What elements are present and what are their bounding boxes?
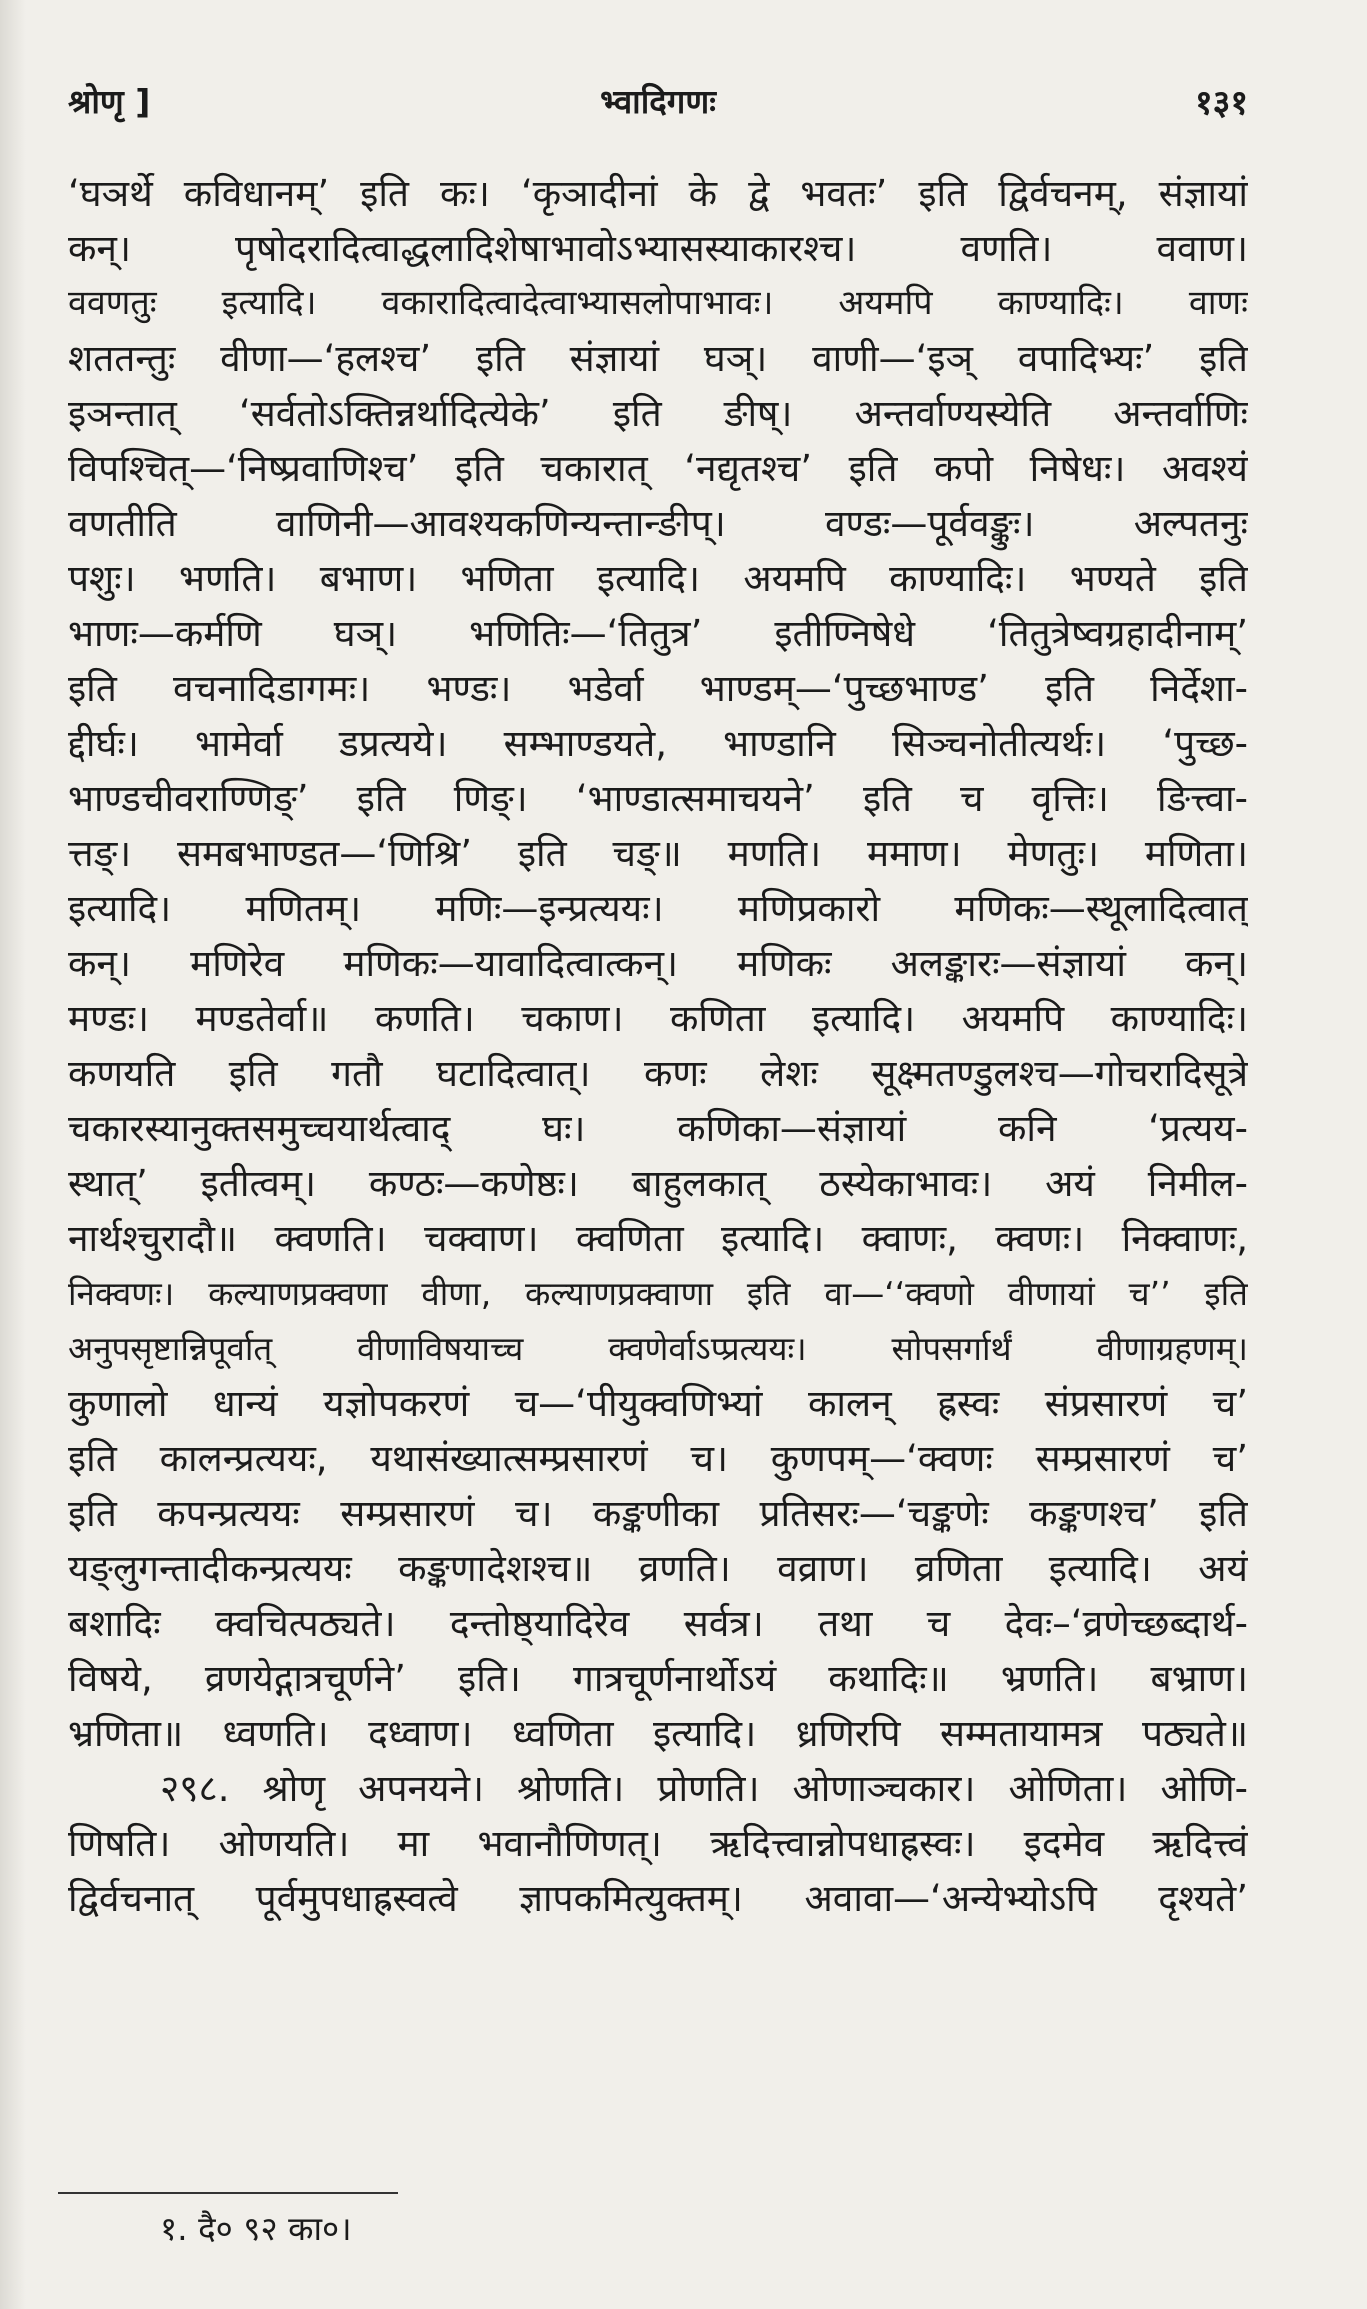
text-line: कणयति इति गतौ घटादित्वात्। कणः लेशः सूक्ष्मतण्डुलश्च—गोचरादिसूत्रे [68,1052,1248,1095]
text-line: मण्डः। मण्डतेर्वा॥ कणति। चकाण। कणिता इत्यादि। अयमपि काण्यादिः। [68,997,1248,1040]
footnote-divider [58,2192,398,2194]
text-line: कुणालो धान्यं यज्ञोपकरणं च—‘पीयुक्वणिभ्यां कालन् ह्रस्वः संप्रसारणं च’ [68,1382,1248,1425]
text-line: इञन्तात् ‘सर्वतोऽक्तिन्नर्थादित्येके’ इति ङीष्। अन्तर्वाण्यस्येति अन्तर्वाणिः [68,392,1248,435]
text-line: द्दीर्घः। भामेर्वा डप्रत्यये। सम्भाण्डयते, भाण्डानि सिञ्चनोतीत्यर्थः। ‘पुच्छ- [68,722,1248,765]
text-line: शततन्तुः वीणा—‘हलश्च’ इति संज्ञायां घञ्। वाणी—‘इञ् वपादिभ्यः’ इति [68,337,1248,380]
main-text [68,166,1248,1926]
running-header [68,78,1248,138]
text-line: कन्। मणिरेव मणिकः—यावादित्वात्कन्। मणिकः अलङ्कारः—संज्ञायां कन्। [68,942,1248,985]
text-line: इति वचनादिडागमः। भण्डः। भडेर्वा भाण्डम्—‘पुच्छभाण्ड’ इति निर्देशा- [68,667,1248,710]
text-line: भाणः—कर्मणि घञ्। भणितिः—‘तितुत्र’ इतीण्निषेधे ‘तितुत्रेष्वग्रहादीनाम्’ [68,612,1248,655]
text-line: निक्वणः। कल्याणप्रक्वणा वीणा, कल्याणप्रक्वाणा इति वा—‘‘क्वणो वीणायां च’’ इति [68,1274,1248,1313]
text-line: त्तङ्। समबभाण्डत—‘णिश्रि’ इति चङ्॥ मणति। ममाण। मेणतुः। मणिता। [68,832,1248,875]
text-line: बशादिः क्वचित्पठ्यते। दन्तोष्ठ्यादिरेव सर्वत्र। तथा च देवः–‘व्रणेच्छब्दार्थ- [68,1602,1248,1645]
text-line: नार्थश्चुरादौ॥ क्वणति। चक्वाण। क्वणिता इत्यादि। क्वाणः, क्वणः। निक्वाणः, [68,1217,1248,1260]
text-line: विषये, व्रणयेद्गात्रचूर्णने’ इति। गात्रचूर्णनार्थोऽयं कथादिः॥ भ्रणति। बभ्राण। [68,1657,1248,1700]
text-line: अनुपसृष्टान्निपूर्वात् वीणाविषयाच्च क्वणेर्वाऽप्प्रत्ययः। सोपसर्गार्थं वीणाग्रहणम्। [68,1329,1248,1368]
text-line: कन्। पृषोदरादित्वाद्धलादिशेषाभावोऽभ्यासस्याकारश्च। वणति। ववाण। [68,227,1248,270]
text-line: भ्रणिता॥ ध्वणति। दध्वाण। ध्वणिता इत्यादि। ध्रणिरपि सम्मतायामत्र पठ्यते॥ [68,1712,1248,1755]
text-line: इति कालन्प्रत्ययः, यथासंख्यात्सम्प्रसारणं च। कुणपम्—‘क्वणः सम्प्रसारणं च’ [68,1437,1248,1480]
text-line: ववणतुः इत्यादि। वकारादित्वादेत्वाभ्यासलोपाभावः। अयमपि काण्यादिः। वाणः [68,283,1248,323]
text-line: चकारस्यानुक्तसमुच्चयार्थत्वाद् घः। कणिका—संज्ञायां कनि ‘प्रत्यय- [68,1107,1248,1150]
text-line: द्विर्वचनात् पूर्वमुपधाह्रस्वत्वे ज्ञापकमित्युक्तम्। अवावा—‘अन्येभ्योऽपि दृश्यते’ [68,1877,1248,1920]
text-line: विपश्चित्—‘निष्प्रवाणिश्च’ इति चकारात् ‘नद्यृतश्च’ इति कपो निषेधः। अवश्यं [68,447,1248,490]
text-line: इति कपन्प्रत्ययः सम्प्रसारणं च। कङ्कणीका प्रतिसरः—‘चङ्कणेः कङ्कणश्च’ इति [68,1492,1248,1535]
text-line: स्थात्’ इतीत्वम्। कण्ठः—कणेष्ठः। बाहुलकात् ठस्येकाभावः। अयं निमील- [68,1162,1248,1205]
text-line: वणतीति वाणिनी—आवश्यकणिन्यन्तान्ङीप्। वण्डः—पूर्ववङ्कुः। अल्पतनुः [68,502,1248,545]
text-line: इत्यादि। मणितम्। मणिः—इन्प्रत्ययः। मणिप्रकारो मणिकः—स्थूलादित्वात् [68,887,1248,930]
text-line: ‘घञर्थे कविधानम्’ इति कः। ‘कृञादीनां के द्वे भवतः’ इति द्विर्वचनम्, संज्ञायां [68,172,1248,215]
page-number: १३१ [1194,83,1248,123]
text-line: यङ्लुगन्तादीकन्प्रत्ययः कङ्कणादेशश्च॥ व्रणति। वव्राण। व्रणिता इत्यादि। अयं [68,1547,1248,1590]
page-gutter-shadow [0,0,26,2309]
header-section-title: भ्वादिगणः [600,82,716,121]
text-line: पशुः। भणति। बभाण। भणिता इत्यादि। अयमपि काण्यादिः। भण्यते इति [68,557,1248,600]
text-line: णिषति। ओणयति। मा भवानौणिणत्। ऋदित्त्वान्नोपधाह्रस्वः। इदमेव ऋदित्त्वं [68,1822,1248,1865]
footnote: १. दै० ९२ का०। [160,2209,352,2248]
text-line: २९८. श्रोणृ अपनयने। श्रोणति। प्रोणति। ओणाञ्चकार। ओणिता। ओणि- [160,1767,1248,1810]
text-line: भाण्डचीवराण्णिङ्’ इति णिङ्। ‘भाण्डात्समाचयने’ इति च वृत्तिः। ङित्त्वा- [68,777,1248,820]
header-headword: श्रोणृ ] [68,82,151,121]
